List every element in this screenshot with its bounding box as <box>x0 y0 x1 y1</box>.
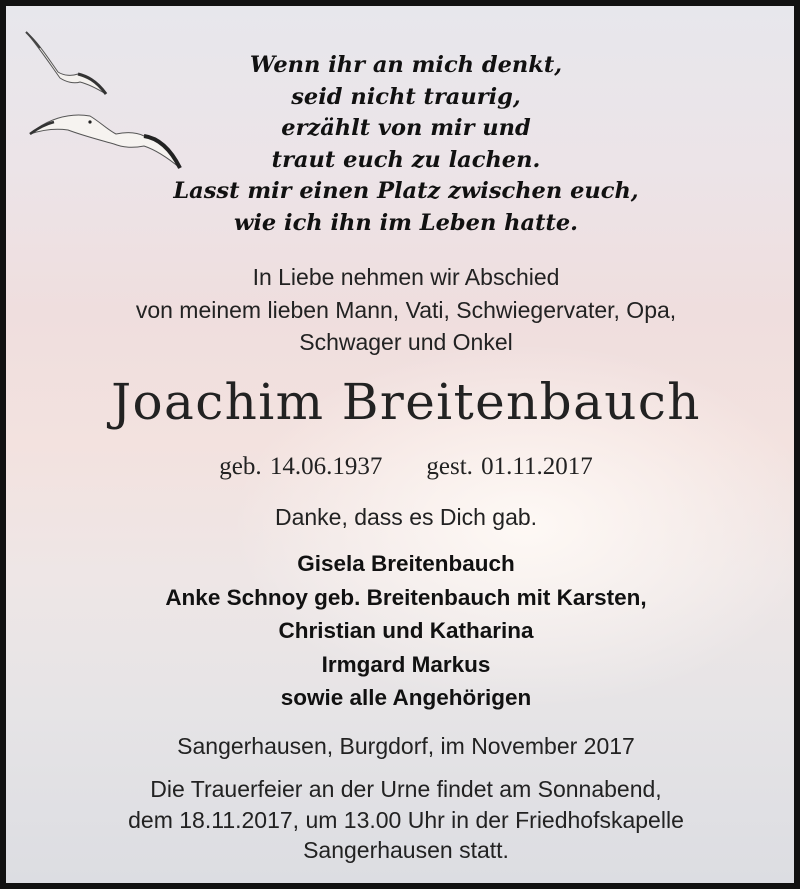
mourner: Gisela Breitenbauch <box>297 551 515 576</box>
poem-line: seid nicht traurig, <box>291 83 521 110</box>
funeral-line: Sangerhausen statt. <box>303 837 509 863</box>
thanks-line: Danke, dass es Dich gab. <box>274 504 538 530</box>
poem-line: Lasst mir einen Platz zwischen euch, <box>173 178 639 204</box>
funeral-line: dem 18.11.2017, um 13.00 Uhr in der Friedhofskapelle <box>128 806 684 833</box>
mourner: Anke Schnoy geb. Breitenbauch mit Karsten, <box>165 584 647 610</box>
mourner: sowie alle Angehörigen <box>280 685 532 710</box>
poem-line: wie ich ihn im Leben hatte. <box>233 209 579 236</box>
death-date: gest. 01.11.2017 <box>426 453 593 480</box>
poem-line: erzählt von mir und <box>281 115 531 141</box>
birth-date: geb. 14.06.1937 <box>219 453 383 480</box>
intro-line: von meinem lieben Mann, Vati, Schwiegervater, Opa, <box>135 296 677 323</box>
mourners-list <box>6 547 800 715</box>
intro-line: In Liebe nehmen wir Abschied <box>252 264 560 290</box>
life-dates <box>6 452 800 482</box>
place-and-date: Sangerhausen, Burgdorf, im November 2017 <box>177 733 635 759</box>
funeral-notice <box>6 774 800 866</box>
deceased-name: Joachim Breitenbauch <box>111 373 701 431</box>
funeral-line: Die Trauerfeier an der Urne findet am Sonnabend, <box>150 776 662 802</box>
poem <box>6 50 800 239</box>
poem-line: Wenn ihr an mich denkt, <box>249 52 563 78</box>
farewell-intro <box>6 261 800 359</box>
mourner: Irmgard Markus <box>321 651 491 677</box>
mourner: Christian und Katharina <box>278 618 534 643</box>
poem-line: traut euch zu lachen. <box>271 146 541 173</box>
intro-line: Schwager und Onkel <box>299 329 513 355</box>
